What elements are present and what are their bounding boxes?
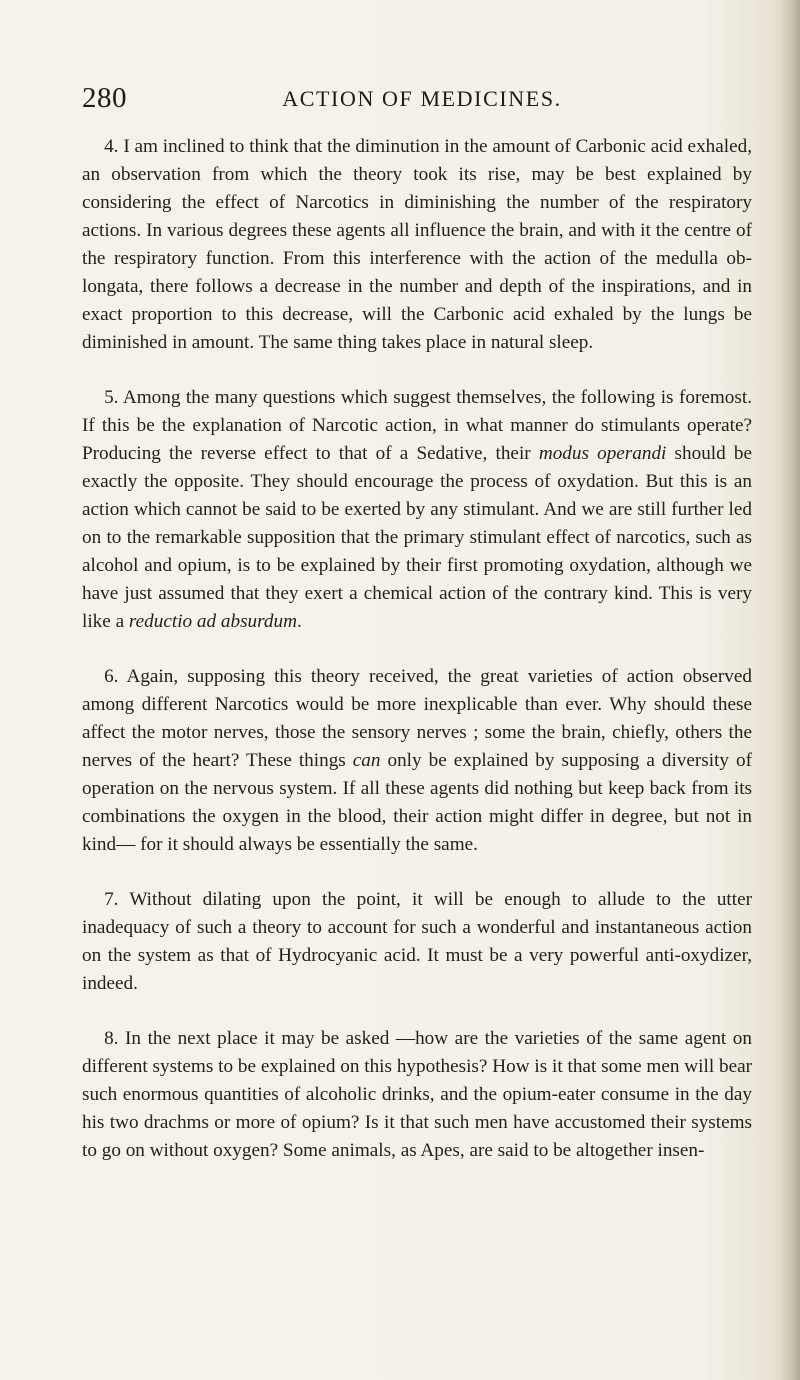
paragraph-text: .: [296, 611, 302, 632]
paragraph-text: Again, supposing this theory received, the great varieties of action observed among different Narcotics would be more inexplicable than ever. Why should these affect the motor nerves, those the sensory nerves ; some the brain, chiefly, others the nerves of the heart? These things: [82, 666, 752, 771]
page-body: [82, 133, 752, 1165]
italic-phrase: modus operandi: [538, 443, 667, 464]
paragraph-7: [82, 886, 752, 998]
italic-phrase: can: [352, 750, 381, 771]
paragraph-text: should be exactly the opposite. They should encourage the process of oxydation. But this is an action which cannot be said to be exerted by any stimulant. And we are still further led on to the remarkable supposition that the primary stimulant effect of narcotics, such as alcohol and opium, is to be explained by their first promoting oxydation, although we have just assumed that they exert a chemical action of the contrary kind. This is very like a: [82, 443, 752, 632]
page-edge-shadow: [778, 0, 800, 1380]
italic-phrase: reductio ad absurdum: [128, 611, 297, 632]
paragraph-6: [82, 663, 752, 859]
paragraph-number: 5.: [104, 387, 119, 408]
paragraph-number: 6.: [104, 666, 119, 687]
paragraph-text: Among the many questions which suggest themselves, the following is foremost. If this be the explanation of Narcotic action, in what manner do stimulants operate? Producing the reverse effect to that of a Sedative, their: [82, 387, 752, 464]
paragraph-8: [82, 1025, 752, 1165]
paragraph-number: 7.: [104, 889, 119, 910]
paragraph-5: [82, 384, 752, 636]
paragraph-text: I am inclined to think that the diminution in the amount of Carbonic acid exhaled, an observation from which the theory took its rise, may be best explained by considering the effect of Narcotics in diminishing the number of the respiratory actions. In various degrees these agents all influence the brain, and with it the centre of the respiratory function. From this interference with the action of the medulla oblongata, there follows a decrease in the number and depth of the inspirations, and in exact proportion to this decrease, will the Carbonic acid exhaled by the lungs be diminished in amount. The same thing takes place in natural sleep.: [82, 136, 753, 353]
paragraph-text: In the next place it may be asked —how are the varieties of the same agent on different systems to be explained on this hypothesis? How is it that some men will bear such enormous quantities of alcoholic drinks, and the opium-eater consume in the day his two drachms or more of opium? Is it that such men have accustomed their systems to go on without oxygen? Some animals, as Apes, are said to be altogether insen-: [82, 1028, 752, 1161]
paragraph-number: 4.: [104, 136, 119, 157]
paragraph-number: 8.: [104, 1028, 119, 1049]
paragraph-text: Without dilating upon the point, it will be enough to allude to the utter inadequacy of such a theory to account for such a wonderful and instantaneous action on the system as that of Hydrocyanic acid. It must be a very powerful anti-oxydizer, indeed.: [82, 889, 752, 994]
paragraph-text: only be explained by supposing a diversity of operation on the nervous system. If all these agents did nothing but keep back from its combinations the oxygen in the blood, their action might differ in degree, but not in kind— for it should always be essentially the same.: [82, 750, 752, 855]
running-head: ACTION OF MEDICINES.: [282, 86, 562, 111]
page-header: [82, 82, 752, 122]
paragraph-4: [82, 133, 752, 357]
page-number: 280: [82, 82, 127, 114]
